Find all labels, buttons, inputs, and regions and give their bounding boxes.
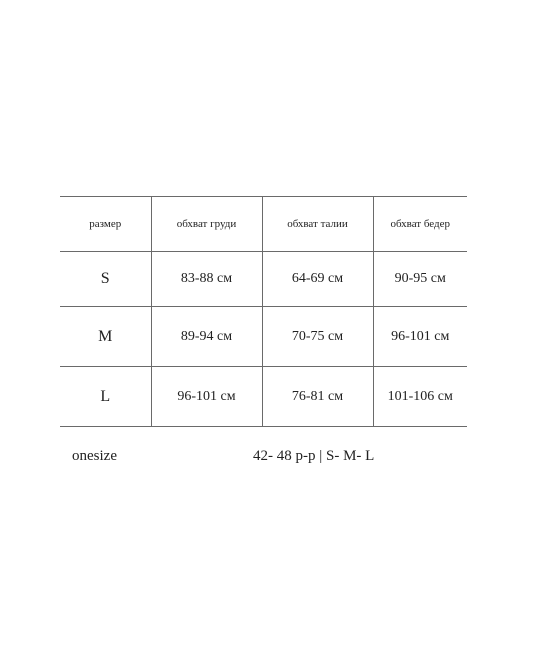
cell-bust: 83-88 см	[151, 252, 262, 307]
header-bust: обхват груди	[151, 197, 262, 252]
cell-size: S	[60, 252, 151, 307]
table-header-row	[60, 197, 467, 252]
cell-hips: 101-106 см	[373, 367, 467, 427]
cell-waist: 76-81 см	[262, 367, 373, 427]
onesize-label: onesize	[72, 448, 117, 464]
cell-hips: 90-95 см	[373, 252, 467, 307]
header-size: размер	[60, 197, 151, 252]
table-row-s	[60, 252, 467, 307]
table-row-l	[60, 367, 467, 427]
cell-hips: 96-101 см	[373, 307, 467, 367]
cell-waist: 70-75 см	[262, 307, 373, 367]
size-chart-table	[60, 196, 467, 427]
cell-bust: 96-101 см	[151, 367, 262, 427]
cell-bust: 89-94 см	[151, 307, 262, 367]
header-waist: обхват талии	[262, 197, 373, 252]
cell-size: L	[60, 367, 151, 427]
cell-waist: 64-69 см	[262, 252, 373, 307]
header-hips: обхват бедер	[373, 197, 467, 252]
onesize-value: 42- 48 р-р | S- M- L	[253, 448, 375, 464]
cell-size: M	[60, 307, 151, 367]
table-row-m	[60, 307, 467, 367]
